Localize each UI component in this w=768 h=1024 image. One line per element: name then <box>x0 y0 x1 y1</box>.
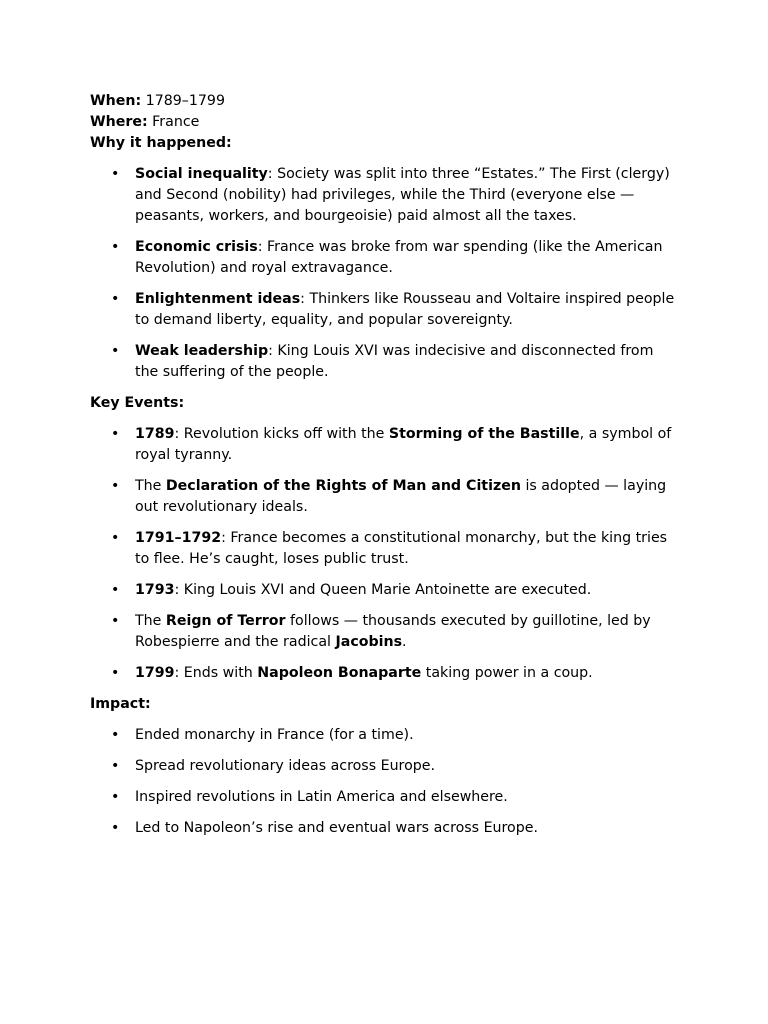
list-item <box>90 476 680 518</box>
where-value: France <box>147 114 200 130</box>
bold-text: 1789 <box>135 426 175 442</box>
bold-text: Weak leadership <box>135 343 269 359</box>
bold-text: Reign of Terror <box>165 613 286 629</box>
list-item <box>90 164 680 227</box>
list-item <box>90 289 680 331</box>
text-run: The <box>135 613 166 629</box>
bullet-icon: • <box>111 582 120 598</box>
bullet-icon: • <box>111 820 120 836</box>
list-item <box>90 725 680 746</box>
text-run: The <box>135 478 166 494</box>
key-events-list <box>90 424 680 684</box>
impact-heading <box>90 694 680 715</box>
bullet-icon: • <box>111 426 120 442</box>
when-label: When: <box>90 93 142 109</box>
text-run: : France becomes a constitutional monarchy, but the king tries to flee. He’s caught, loses public trust. <box>135 530 668 567</box>
bold-text: 1793 <box>135 582 175 598</box>
list-item <box>90 580 680 601</box>
bullet-icon: • <box>111 478 120 494</box>
text-run: : Ends with <box>174 665 258 681</box>
bold-text: Jacobins <box>335 634 403 650</box>
bullet-icon: • <box>111 758 120 774</box>
bold-text: Economic crisis <box>135 239 258 255</box>
list-item <box>90 237 680 279</box>
bold-text: Enlightenment ideas <box>135 291 301 307</box>
list-item <box>90 663 680 684</box>
bold-text: Social inequality <box>135 166 268 182</box>
bullet-icon: • <box>111 166 120 182</box>
text-run: , a symbol of royal tyranny. <box>135 426 672 463</box>
text-run: : France was broke from war spending (like the American Revolution) and royal extravagance. <box>135 239 663 276</box>
bullet-icon: • <box>111 239 120 255</box>
when-line <box>90 91 680 112</box>
list-item <box>90 787 680 808</box>
list-item <box>90 611 680 653</box>
text-run: . <box>402 634 407 650</box>
text-run: Ended monarchy in France (for a time). <box>135 727 414 743</box>
text-run: : King Louis XVI was indecisive and disconnected from the suffering of the people. <box>135 343 654 380</box>
text-run: taking power in a coup. <box>421 665 593 681</box>
key-events-heading <box>90 393 680 414</box>
bullet-icon: • <box>111 530 120 546</box>
list-item <box>90 424 680 466</box>
bold-text: Napoleon Bonaparte <box>257 665 422 681</box>
document-body <box>90 91 680 849</box>
list-item <box>90 341 680 383</box>
bullet-icon: • <box>111 291 120 307</box>
bullet-icon: • <box>111 727 120 743</box>
bold-text: Declaration of the Rights of Man and Citizen <box>165 478 521 494</box>
text-run: : King Louis XVI and Queen Marie Antoinette are executed. <box>174 582 592 598</box>
bullet-icon: • <box>111 789 120 805</box>
list-item <box>90 528 680 570</box>
why-list <box>90 164 680 383</box>
bullet-icon: • <box>111 613 120 629</box>
key-events-heading-text: Key Events: <box>90 395 185 411</box>
text-run: is adopted — laying out revolutionary ideals. <box>135 478 667 515</box>
text-run: follows — thousands executed by guillotine, led by Robespierre and the radical <box>135 613 651 650</box>
text-run: Inspired revolutions in Latin America and elsewhere. <box>135 789 508 805</box>
text-run: : Revolution kicks off with the <box>174 426 389 442</box>
impact-heading-text: Impact: <box>90 696 151 712</box>
list-item <box>90 756 680 777</box>
list-item <box>90 818 680 839</box>
text-run: Spread revolutionary ideas across Europe. <box>135 758 436 774</box>
why-heading-text: Why it happened: <box>90 135 232 151</box>
bold-text: 1791–1792 <box>135 530 222 546</box>
impact-list <box>90 725 680 839</box>
bold-text: 1799 <box>135 665 175 681</box>
text-run: : Thinkers like Rousseau and Voltaire inspired people to demand liberty, equality, and popular sovereignty. <box>135 291 675 328</box>
where-line <box>90 112 680 133</box>
bold-text: Storming of the Bastille <box>388 426 580 442</box>
when-value: 1789–1799 <box>141 93 225 109</box>
why-heading <box>90 133 680 154</box>
bullet-icon: • <box>111 665 120 681</box>
where-label: Where: <box>90 114 148 130</box>
bullet-icon: • <box>111 343 120 359</box>
text-run: Led to Napoleon’s rise and eventual wars across Europe. <box>135 820 538 836</box>
text-run: : Society was split into three “Estates.” The First (clergy) and Second (nobility) had privileges, while the Third (everyone else — peasants, workers, and bourgeoisie) paid almost all the taxes. <box>135 166 670 224</box>
